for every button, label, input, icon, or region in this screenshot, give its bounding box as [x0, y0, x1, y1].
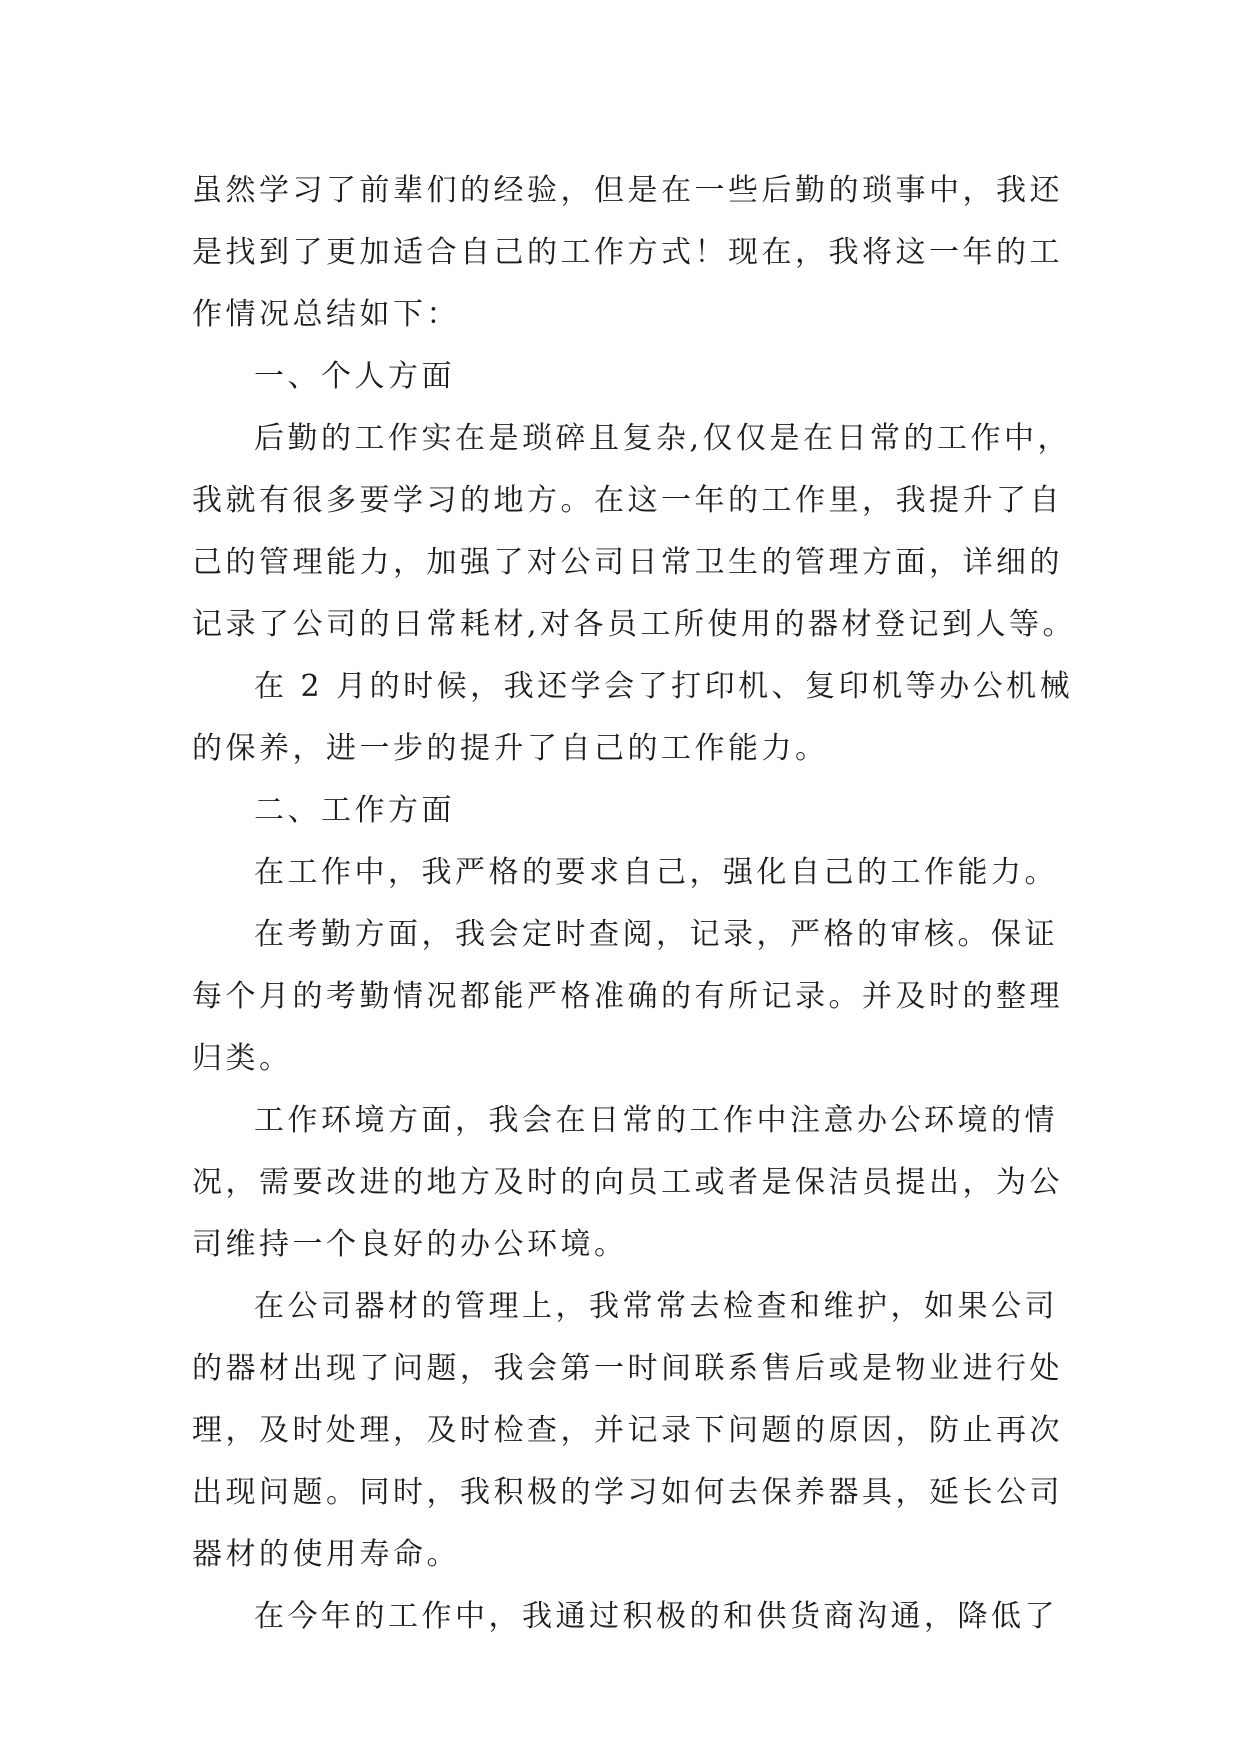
- text-line: 每个月的考勤情况都能严格准确的有所记录。并及时的整理: [192, 979, 1063, 1014]
- text-line: 工作环境方面，我会在日常的工作中注意办公环境的情: [254, 1103, 1058, 1138]
- text-line: 作情况总结如下：: [192, 297, 460, 332]
- text-line: 归类。: [192, 1041, 293, 1076]
- text-line: 器材的使用寿命。: [192, 1537, 460, 1572]
- text-line: 记录了公司的日常耗材,对各员工所使用的器材登记到人等。: [192, 607, 1077, 642]
- text-line: 的保养，进一步的提升了自己的工作能力。: [192, 731, 829, 766]
- text-line: 是找到了更加适合自己的工作方式！现在，我将这一年的工: [192, 235, 1063, 270]
- document-body: [192, 160, 1077, 1648]
- text-line: 的器材出现了问题，我会第一时间联系售后或是物业进行处: [192, 1351, 1063, 1386]
- text-line: 出现问题。同时，我积极的学习如何去保养器具，延长公司: [192, 1475, 1063, 1510]
- text-line: 二、工作方面: [254, 793, 455, 828]
- text-line: 虽然学习了前辈们的经验，但是在一些后勤的琐事中，我还: [192, 173, 1063, 208]
- text-line: 己的管理能力，加强了对公司日常卫生的管理方面，详细的: [192, 545, 1063, 580]
- text-line: 后勤的工作实在是琐碎且复杂,仅仅是在日常的工作中，: [254, 421, 1072, 456]
- text-line: 我就有很多要学习的地方。在这一年的工作里，我提升了自: [192, 483, 1063, 518]
- text-line: 在今年的工作中，我通过积极的和供货商沟通，降低了: [254, 1599, 1058, 1634]
- text-line: 在公司器材的管理上，我常常去检查和维护，如果公司: [254, 1289, 1058, 1324]
- text-line: 在考勤方面，我会定时查阅，记录，严格的审核。保证: [254, 917, 1058, 952]
- text-line: 在工作中，我严格的要求自己，强化自己的工作能力。: [254, 855, 1058, 890]
- text-line: 况，需要改进的地方及时的向员工或者是保洁员提出，为公: [192, 1165, 1063, 1200]
- text-line: 理，及时处理，及时检查，并记录下问题的原因，防止再次: [192, 1413, 1063, 1448]
- text-line: 一、个人方面: [254, 359, 455, 394]
- text-line: 司维持一个良好的办公环境。: [192, 1227, 628, 1262]
- text-line: 在 2 月的时候，我还学会了打印机、复印机等办公机械: [254, 669, 1074, 704]
